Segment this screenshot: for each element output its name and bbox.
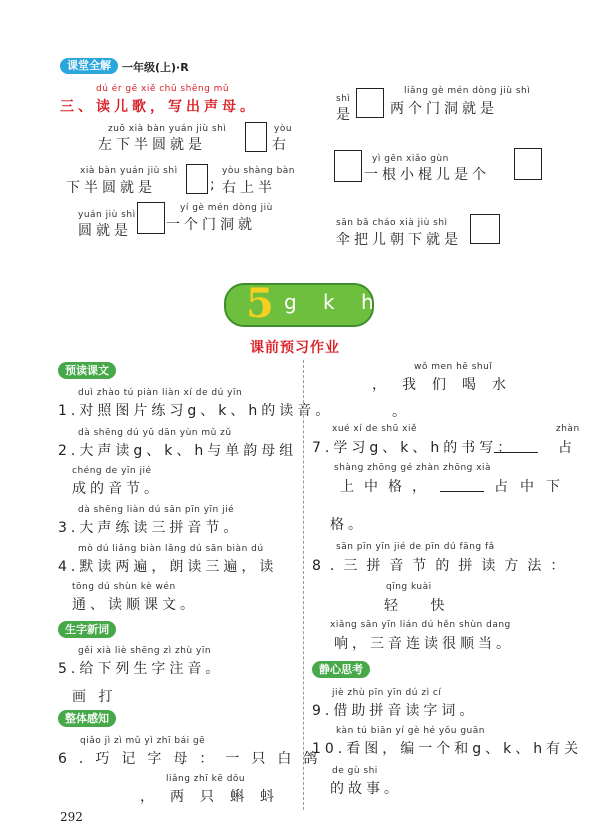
s3-line1-text2: 右 bbox=[272, 137, 290, 153]
item8c-text: 响，三音连读很顺当。 bbox=[334, 636, 514, 652]
answer-box[interactable] bbox=[186, 164, 208, 194]
answer-box[interactable] bbox=[514, 148, 542, 180]
answer-box[interactable] bbox=[137, 202, 165, 234]
item5-words: 画 打 bbox=[72, 689, 117, 705]
item3-text: 3.大声练读三拼音节。 bbox=[58, 520, 242, 536]
item6b-text: ，两只蝌蚪 bbox=[140, 789, 290, 805]
item8-text: 8.三拼音节的拼读方法： bbox=[312, 558, 574, 574]
tag-whole: 整体感知 bbox=[58, 710, 116, 727]
header-grade: 一年级(上)·R bbox=[122, 61, 189, 74]
s3-line2-pinyin2: yòu shàng bàn bbox=[222, 166, 296, 176]
s3-line4-pinyin: shì bbox=[336, 94, 351, 104]
item4-pinyin: mò dú liǎng biàn lǎng dú sān biàn dú bbox=[78, 544, 264, 554]
item10-pinyin: kàn tú biān yí gè hé yǒu guān bbox=[336, 726, 485, 736]
item1-pinyin: duì zhào tú piàn liàn xí de dú yīn bbox=[78, 388, 243, 398]
s3-line3-text: 圆就是 bbox=[78, 223, 132, 239]
s3-line4-pinyin2: liǎng gè mén dòng jiù shì bbox=[404, 86, 531, 96]
item1-text: 1.对照图片练习g、k、h的读音。 bbox=[58, 403, 334, 419]
item6d-text: 。 bbox=[392, 404, 410, 420]
answer-blank[interactable] bbox=[440, 491, 484, 492]
lesson-subtitle: 课前预习作业 bbox=[250, 340, 340, 356]
s3-line3-pinyin2: yí gè mén dòng jiù bbox=[180, 203, 273, 213]
item7-tail: 占 bbox=[558, 440, 576, 456]
item4b-pinyin: tōng dú shùn kè wén bbox=[72, 582, 176, 592]
item10b-text: 的故事。 bbox=[330, 781, 402, 797]
item7-text: 7.学习g、k、h的书写： bbox=[312, 440, 516, 456]
answer-box[interactable] bbox=[245, 122, 267, 152]
page-number: 292 bbox=[60, 810, 83, 824]
item8b-text: 轻 快 bbox=[384, 598, 459, 614]
item2-pinyin: dà shēng dú yǔ dān yùn mǔ zǔ bbox=[78, 428, 232, 438]
item7b-tail: 占中下 bbox=[494, 479, 572, 495]
item4b-text: 通、读顺课文。 bbox=[72, 597, 198, 613]
item8c-pinyin: xiǎng sān yīn lián dú hěn shùn dang bbox=[330, 620, 511, 630]
item6-pinyin: qiǎo jì zì mǔ yì zhī bái gē bbox=[80, 736, 206, 746]
s3-line2-pinyin: xià bàn yuán jiù shì bbox=[80, 166, 178, 176]
item5-text: 5.给下列生字注音。 bbox=[58, 661, 224, 677]
answer-blank[interactable] bbox=[494, 452, 538, 453]
s3-line6-pinyin: sān bǎ cháo xià jiù shì bbox=[336, 218, 448, 228]
item6c-text: ，我们喝水 bbox=[372, 377, 522, 393]
s3-line2-semicolon: ; bbox=[210, 177, 219, 193]
item7-pinyin: xué xí de shū xiě bbox=[332, 424, 418, 434]
s3-line1-pinyin2: yòu bbox=[274, 124, 293, 134]
item2-text: 2.大声读g、k、h与单韵母组 bbox=[58, 443, 298, 459]
item7b-text: 上中格， bbox=[340, 479, 436, 495]
item6-text: 6.巧记字母：一只白鸽 bbox=[58, 751, 330, 767]
s3-line2-text: 下半圆就是 bbox=[66, 180, 156, 196]
lesson-number: 5 bbox=[246, 280, 274, 327]
tag-think: 静心思考 bbox=[312, 661, 370, 678]
item6b-pinyin: liǎng zhī kē dǒu bbox=[166, 774, 246, 784]
s3-line1-pinyin: zuǒ xià bàn yuán jiù shì bbox=[108, 124, 227, 134]
answer-box[interactable] bbox=[334, 150, 362, 182]
s3-line6-text: 伞把儿朝下就是 bbox=[336, 232, 462, 248]
s3-line4-text2: 两个门洞就是 bbox=[390, 101, 498, 117]
item4-text: 4.默读两遍，朗读三遍，读 bbox=[58, 559, 278, 575]
s3-line5-text: 一根小棍儿是个 bbox=[364, 167, 490, 183]
item3-pinyin: dà shēng liàn dú sān pīn yīn jié bbox=[78, 505, 235, 515]
section3-pinyin: dú ér gē xiě chū shēng mǔ bbox=[96, 84, 230, 94]
tag-preview: 预读课文 bbox=[58, 362, 116, 379]
item7b-pinyin: shàng zhōng gé zhàn zhōng xià bbox=[334, 463, 492, 473]
header-logo: 课堂全解 bbox=[60, 58, 118, 74]
s3-line3-pinyin: yuán jiù shì bbox=[78, 210, 136, 220]
item8b-pinyin: qīng kuài bbox=[386, 582, 432, 592]
item7c-text: 格。 bbox=[330, 517, 366, 533]
lesson-letters: g k h bbox=[284, 290, 384, 314]
s3-line1-text: 左下半圆就是 bbox=[98, 137, 206, 153]
item9-pinyin: jiè zhù pīn yīn dú zì cí bbox=[332, 688, 442, 698]
s3-line3-text2: 一个门洞就 bbox=[166, 217, 256, 233]
item6c-pinyin: wǒ men hē shuǐ bbox=[414, 362, 493, 372]
column-divider bbox=[303, 360, 304, 810]
item7-tail-pinyin: zhàn bbox=[556, 424, 580, 434]
item10-text: 10.看图，编一个和g、k、h有关 bbox=[312, 741, 583, 757]
section3-title: 三、读儿歌，写出声母。 bbox=[60, 99, 258, 115]
item10b-pinyin: de gù shi bbox=[332, 766, 378, 776]
answer-box[interactable] bbox=[470, 214, 500, 244]
item2b-pinyin: chéng de yīn jié bbox=[72, 466, 152, 476]
item9-text: 9.借助拼音读字词。 bbox=[312, 703, 478, 719]
item5-pinyin: gěi xià liè shēng zì zhù yīn bbox=[78, 646, 212, 656]
s3-line4-text: 是 bbox=[336, 107, 354, 123]
answer-box[interactable] bbox=[356, 88, 384, 118]
s3-line2-text2: 右上半 bbox=[222, 180, 276, 196]
s3-line5-pinyin: yì gēn xiǎo gùn bbox=[372, 154, 449, 164]
item2b-text: 成的音节。 bbox=[72, 481, 162, 497]
item8-pinyin: sān pīn yīn jié de pīn dú fāng fǎ bbox=[336, 542, 495, 552]
tag-newwords: 生字新词 bbox=[58, 621, 116, 638]
